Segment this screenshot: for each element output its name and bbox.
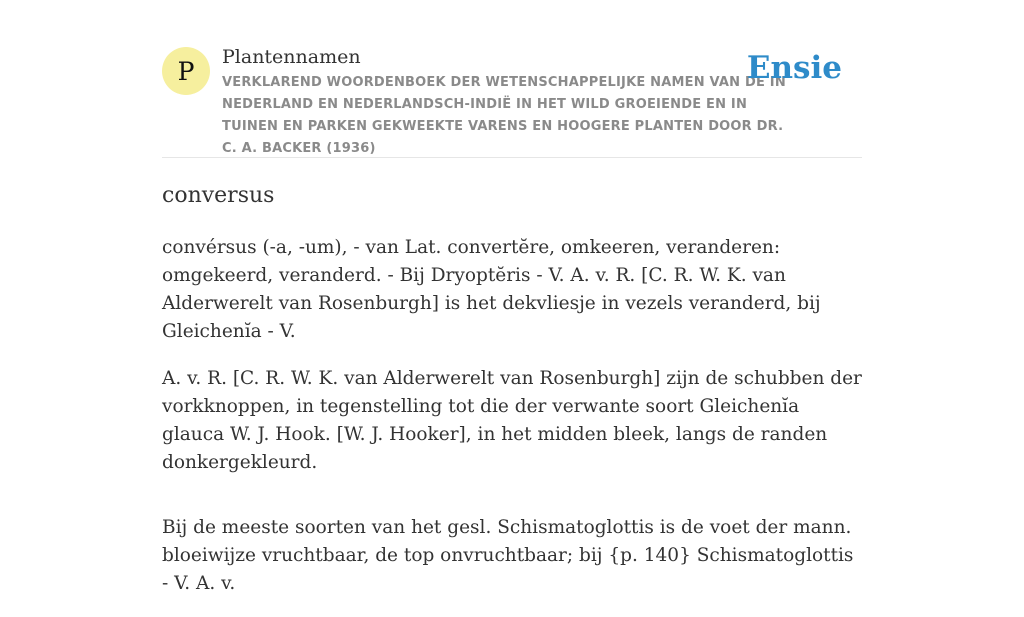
- site-avatar[interactable]: P: [162, 47, 210, 95]
- entry-headword: conversus: [162, 183, 275, 208]
- entry-paragraph-2: A. v. R. [C. R. W. K. van Alderwerelt van Rosenburgh] zijn de schubben der vorkknoppen, in tegenstelling tot die der verwante soort Gleichenĭa glauca W. J. Hook. [W. J. Hooker], in het midden bleek, langs de randen donkergekleurd.: [162, 368, 862, 473]
- entry-paragraph-1: convérsus (-a, -um), - van Lat. convertĕre, omkeeren, veranderen: omgekeerd, veranderd. - Bij Dryoptĕris - V. A. v. R. [C. R. W. K. van Alderwerelt van Rosenburgh] is het dekvliesje in vezels veranderd, bij Gleichenĭa - V.: [162, 237, 821, 342]
- entry-paragraph-3: Bij de meeste soorten van het gesl. Schismatoglottis is de voet der mann. bloeiwijze vruchtbaar, de top onvruchtbaar; bij {p. 140} Schismatoglottis - V. A. v.: [162, 517, 854, 594]
- ensie-logo-link[interactable]: Ensie: [746, 50, 842, 86]
- site-subtitle: VERKLAREND WOORDENBOEK DER WETENSCHAPPELIJKE NAMEN VAN DE IN NEDERLAND EN NEDERLANDSCH-INDIË IN HET WILD GROEIENDE EN IN TUINEN EN PARKEN GEKWEEKTE VARENS EN HOOGERE PLANTEN DOOR DR. C. A. BACKER (1936): [222, 75, 786, 156]
- entry-content: [162, 234, 862, 617]
- site-title-link[interactable]: Plantennamen: [222, 46, 361, 68]
- page-container: [162, 0, 862, 594]
- site-header: [162, 0, 862, 158]
